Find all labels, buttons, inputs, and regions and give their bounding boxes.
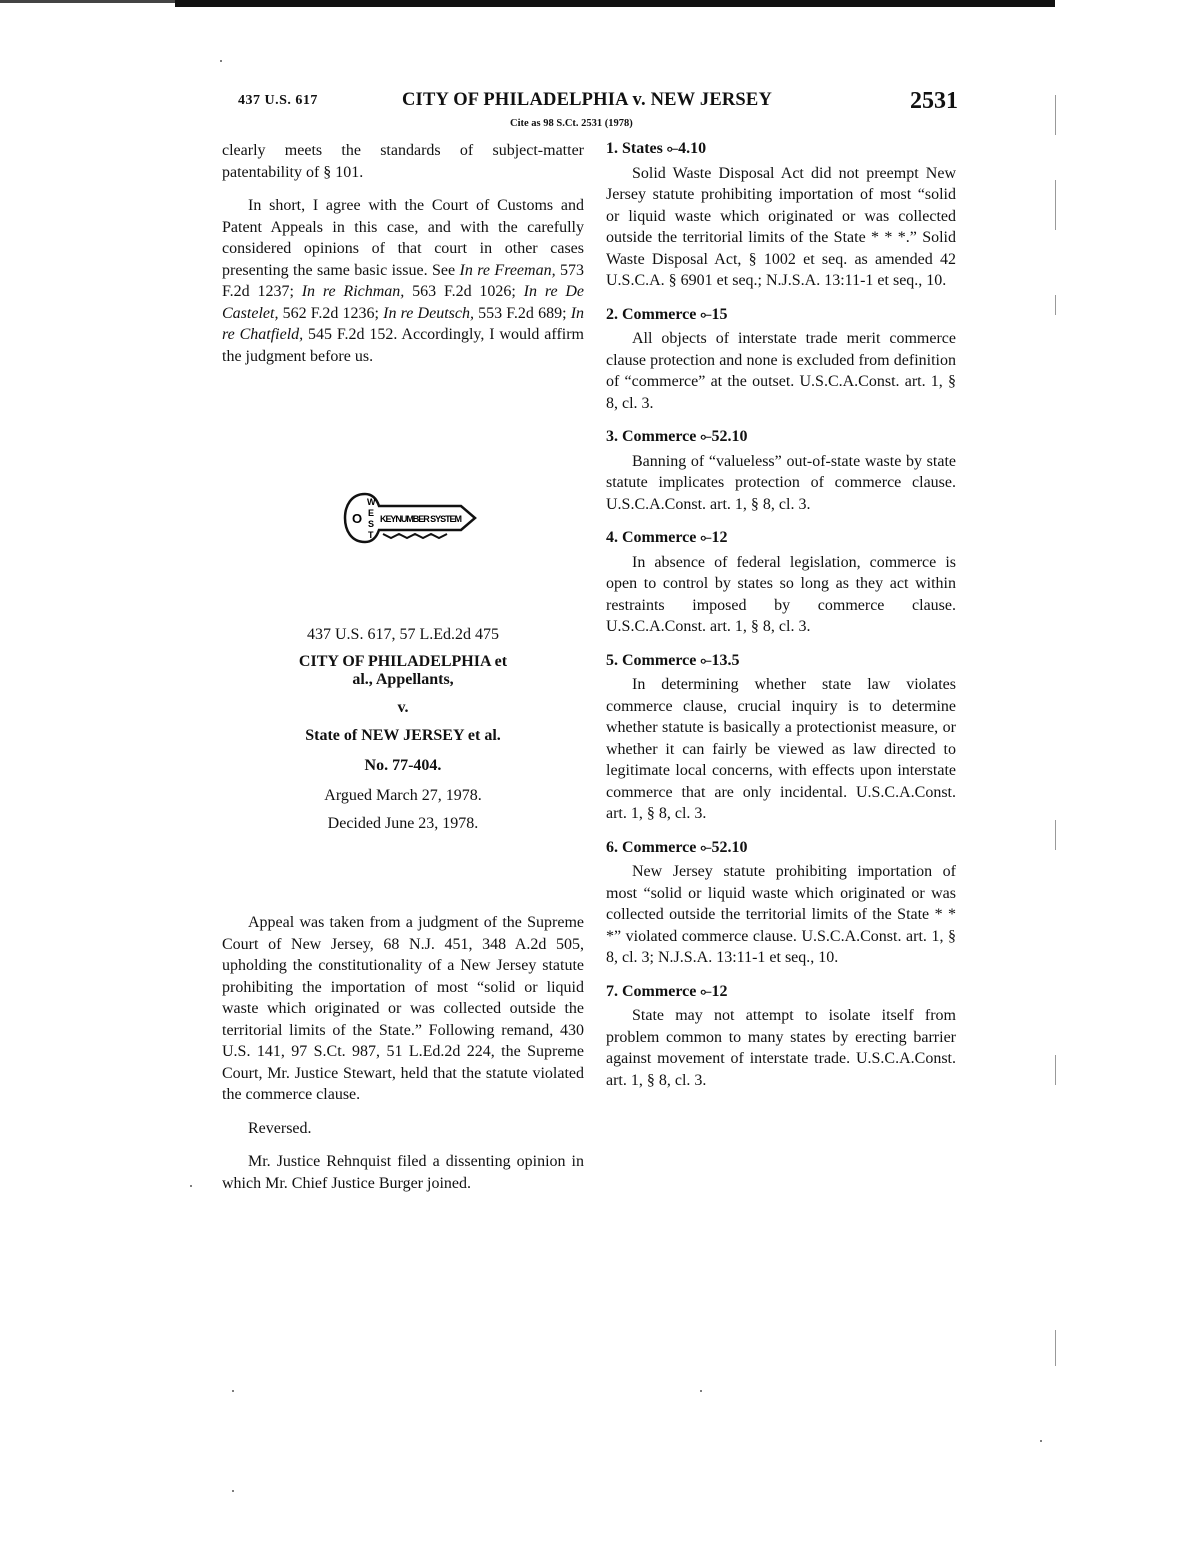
left-column-opinion: [222, 140, 584, 367]
key-number-icon: ⟜: [700, 840, 712, 856]
scan-artifact-line: [1055, 1055, 1056, 1085]
headnote-topic: 7. Commerce: [606, 982, 697, 1000]
page-title: CITY OF PHILADELPHIA v. NEW JERSEY: [402, 90, 773, 110]
headnote-5-heading: [606, 650, 956, 673]
scan-speck: [220, 60, 222, 62]
headnote-7-heading: [606, 981, 956, 1004]
caption-party1-line2: al., Appellants,: [352, 671, 454, 688]
caption-argued: Argued March 27, 1978.: [324, 787, 482, 804]
caption-decided: Decided June 23, 1978.: [327, 815, 479, 832]
header-left-cite: 437 U.S. 617: [238, 93, 318, 108]
caption-docket: No. 77-404.: [364, 757, 442, 774]
headnote-2-heading: [606, 304, 956, 327]
caption-party2: State of NEW JERSEY et al.: [305, 727, 501, 744]
opinion-paragraph-1: clearly meets the standards of subject-matter patentability of § 101.: [222, 142, 584, 181]
headnote-1-text: Solid Waste Disposal Act did not preempt New Jersey statute prohibiting importation of most “solid or liquid waste which originated or was collected outside the territorial limits of the State * * *.” Solid Waste Disposal Act, § 1002 et seq. as amended 42 U.S.C.A. § 6901 et seq.; N.J.S.A. 13:11-1 et seq., 10.: [606, 164, 956, 289]
headnote-key: 15: [711, 305, 728, 323]
headnote-key: 52.10: [711, 428, 748, 445]
headnote-6-text: New Jersey statute prohibiting importation of most “solid or liquid waste which originated or was collected outside the territorial limits of the State * * *” violated commerce clause. U.S.C.A.Const. art. 1, § 8, cl. 3; N.J.S.A. 13:11-1 et seq., 10.: [606, 863, 956, 966]
headnote-key: 12: [711, 529, 728, 546]
opinion-paragraph-2: [222, 195, 584, 367]
page-number: 2531: [910, 88, 958, 114]
headnote-key: 13.5: [711, 651, 740, 669]
text-run: 562 F.2d 1236;: [278, 304, 384, 322]
headnote-3-text: Banning of “valueless” out-of-state waste by state statute implicates protection of commerce clause. U.S.C.A.Const. art. 1, § 8, cl. 3.: [606, 452, 956, 513]
headnote-key: 52.10: [711, 838, 748, 856]
headnote-topic: 6. Commerce: [606, 838, 697, 856]
case-name: In re Deutsch,: [383, 304, 474, 322]
headnote-4-heading: [606, 527, 956, 550]
scan-speck: [1040, 1440, 1042, 1442]
case-caption: [222, 626, 584, 833]
caption-cite: 437 U.S. 617, 57 L.Ed.2d 475: [307, 626, 499, 643]
scan-speck: [190, 1185, 192, 1187]
logo-letter-w: W: [367, 497, 376, 507]
scan-artifact-line: [1055, 95, 1056, 135]
headnote-key: 12: [711, 982, 728, 1000]
headnotes-column: [606, 138, 956, 1091]
logo-letter-s: S: [368, 519, 375, 529]
scan-artifact-line: [1055, 1330, 1056, 1366]
synopsis-paragraph-3: Mr. Justice Rehnquist filed a dissenting opinion in which Mr. Chief Justice Burger joined.: [222, 1153, 584, 1192]
headnote-6-heading: [606, 837, 956, 860]
headnote-topic: 5. Commerce: [606, 651, 697, 669]
headnote-topic: 1. States: [606, 140, 663, 157]
caption-versus: v.: [397, 699, 409, 716]
headnote-topic: 3. Commerce: [606, 428, 697, 445]
scan-artifact-line: [1055, 180, 1056, 230]
text-run: 553 F.2d 689;: [473, 304, 571, 322]
synopsis-paragraph-2: Reversed.: [248, 1119, 312, 1137]
logo-letter-t: T: [368, 530, 374, 540]
key-number-icon: ⟜: [700, 430, 712, 445]
text-run: 545 F.2d 152. Accordingly, I would affirm the judgment before us.: [222, 326, 584, 365]
key-teeth: [383, 534, 447, 538]
scan-top-border: [175, 0, 1055, 7]
headnote-5-text: In determining whether state law violates commerce clause, crucial inquiry is to determine whether statute is basically a protectionist measure, or whether it can fairly be viewed as law directed to legitimate local concerns, with effects upon interstate commerce that are only incidental. U.S.C.A.Const. art. 1, § 8, cl. 3.: [606, 676, 956, 822]
synopsis: [222, 912, 584, 1194]
case-name: In re Richman,: [301, 283, 405, 300]
synopsis-paragraph-1: Appeal was taken from a judgment of the Supreme Court of New Jersey, 68 N.J. 451, 348 A.2d 505, upholding the constitutionality of a New Jersey statute prohibiting the importation of most “solid or liquid waste which originated or was collected outside the territorial limits of the State.” Following remand, 430 U.S. 141, 97 S.Ct. 987, 51 L.Ed.2d 224, the Supreme Court, Mr. Justice Stewart, held that the statute violated the commerce clause.: [222, 914, 584, 1103]
logo-text: KEYNUMBER SYSTEM: [380, 514, 462, 524]
case-name: In re Chatfield,: [222, 304, 585, 343]
scan-artifact-line: [1055, 820, 1056, 850]
key-number-logo: [343, 490, 478, 546]
logo-letter-e: E: [368, 508, 375, 518]
headnote-7-text: State may not attempt to isolate itself from problem common to many states by erecting barrier against movement of interstate trade. U.S.C.A.Const. art. 1, § 8, cl. 3.: [606, 1007, 956, 1089]
key-number-icon: ⟜: [700, 653, 712, 669]
logo-letter-o: O: [352, 511, 363, 526]
cite-line: Cite as 98 S.Ct. 2531 (1978): [510, 118, 633, 129]
text-run: In short, I agree with the Court of Customs and Patent Appeals in this case, and with the carefully considered opinions of that court in other cases presenting the same basic issue. See: [222, 197, 584, 279]
headnote-3-heading: [606, 426, 956, 449]
text-run: 563 F.2d 1026;: [404, 283, 524, 300]
key-number-icon: ⟜: [700, 307, 712, 323]
headnote-key: 4.10: [678, 140, 707, 157]
headnote-4-text: In absence of federal legislation, commerce is open to control by states so long as they act within restraints imposed by commerce clause. U.S.C.A.Const. art. 1, § 8, cl. 3.: [606, 553, 956, 635]
scan-speck: [700, 1390, 702, 1392]
scan-top-border-left: [0, 0, 175, 3]
headnote-1-heading: [606, 138, 956, 161]
text-run: 573 F.2d 1237;: [222, 261, 585, 300]
scan-speck: [232, 1390, 234, 1392]
key-number-icon: ⟜: [666, 142, 679, 157]
caption-party1-line1: CITY OF PHILADELPHIA et: [298, 653, 508, 670]
key-number-icon: ⟜: [700, 984, 712, 1000]
scan-artifact-line: [1055, 295, 1056, 315]
scan-speck: [232, 1490, 234, 1492]
case-name: In re De Castelet,: [222, 283, 585, 322]
case-name: In re Freeman,: [459, 261, 556, 279]
headnote-2-text: All objects of interstate trade merit commerce clause protection and none is excluded from definition of “commerce” at the outset. U.S.C.A.Const. art. 1, § 8, cl. 3.: [606, 330, 956, 412]
headnote-topic: 4. Commerce: [606, 529, 697, 546]
headnote-topic: 2. Commerce: [606, 305, 697, 323]
key-number-icon: ⟜: [700, 531, 712, 546]
